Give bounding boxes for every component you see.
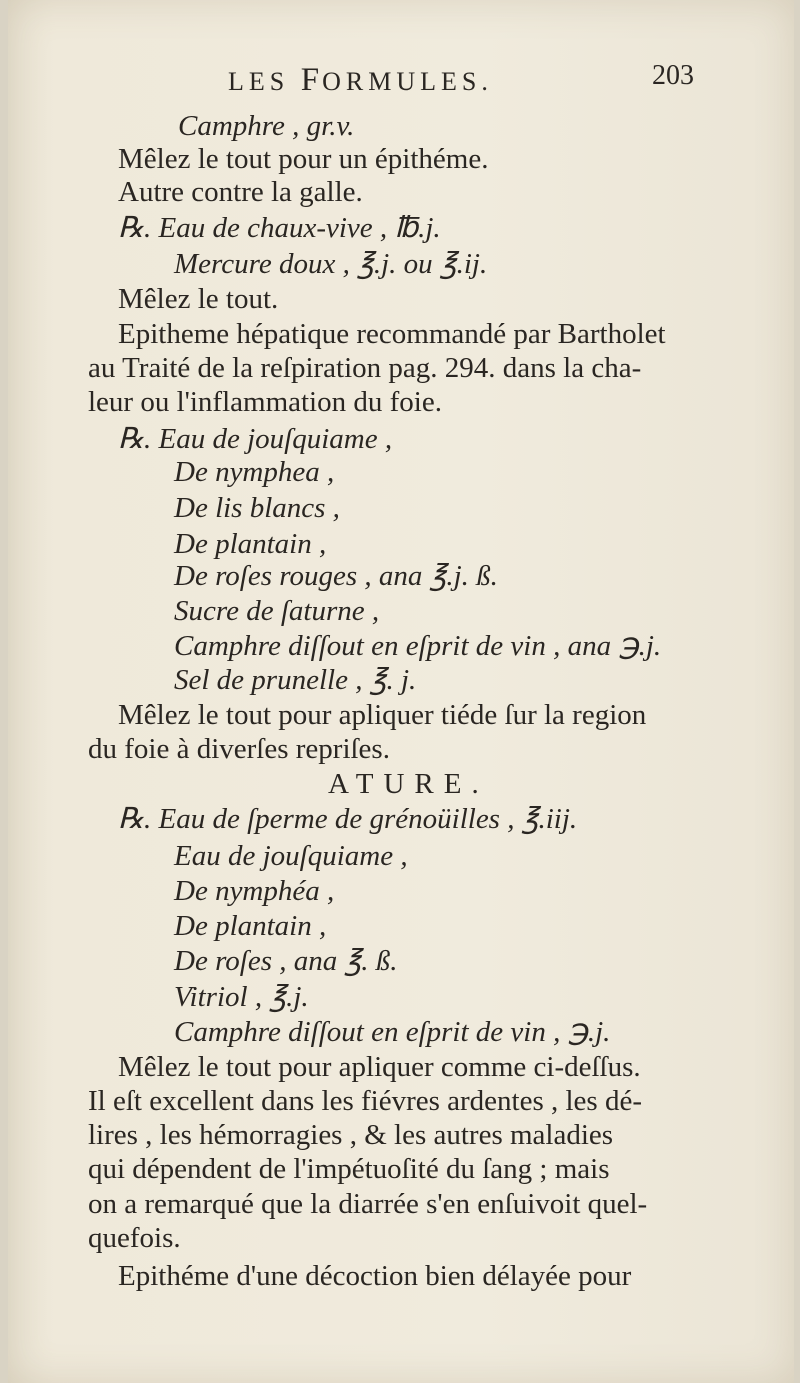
text-line: De nymphea ,: [174, 456, 335, 488]
text-line: Mercure doux , ℥.j. ou ℥.ij.: [174, 248, 488, 280]
text-line: quefois.: [88, 1222, 181, 1254]
text-line: De plantain ,: [174, 910, 327, 942]
text-line: Sucre de ſaturne ,: [174, 595, 380, 627]
running-head-first: LES: [228, 67, 290, 96]
text-line: Epitheme hépatique recommandé par Bartholet: [118, 318, 666, 350]
text-line: Camphre diſſout en eſprit de vin , ana ℈.j.: [174, 630, 662, 662]
text-line: ℞. Eau de jouſquiame ,: [118, 423, 393, 455]
text-line: on a remarqué que la diarrée s'en enſuivoit quel-: [88, 1188, 648, 1220]
text-line: Mêlez le tout pour apliquer tiéde ſur la region: [118, 699, 647, 731]
text-line: Mêlez le tout pour un épithéme.: [118, 143, 489, 175]
text-line: Camphre diſſout en eſprit de vin , ℈.j.: [174, 1016, 611, 1048]
running-head-initial: F: [300, 62, 323, 98]
text-line: De nymphéa ,: [174, 875, 335, 907]
text-line: Vitriol , ℥.j.: [174, 981, 309, 1013]
text-line: leur ou l'inflammation du foie.: [88, 386, 442, 418]
book-page: [8, 0, 794, 1383]
text-line: Mêlez le tout.: [118, 283, 279, 315]
running-head-rest: ORMULES.: [322, 67, 493, 96]
text-line: Autre contre la galle.: [118, 176, 363, 208]
text-line: De roſes rouges , ana ℥.j. ß.: [174, 560, 498, 592]
text-line: au Traité de la reſpiration pag. 294. dans la cha-: [88, 352, 642, 384]
section-heading: ATURE.: [328, 768, 489, 800]
text-line: ℞. Eau de chaux-vive , ℔.j.: [118, 212, 441, 244]
text-line: du foie à diverſes repriſes.: [88, 733, 390, 765]
text-line: Sel de prunelle , ℥. j.: [174, 664, 417, 696]
running-head: [228, 64, 493, 97]
text-line: Eau de jouſquiame ,: [174, 840, 408, 872]
text-line: Il eſt excellent dans les fiévres ardentes , les dé-: [88, 1085, 642, 1117]
text-line: De plantain ,: [174, 528, 327, 560]
text-line: Camphre , gr.v.: [178, 110, 355, 142]
text-line: qui dépendent de l'impétuoſité du ſang ; mais: [88, 1153, 610, 1185]
text-line: De lis blancs ,: [174, 492, 340, 524]
text-line: lires , les hémorragies , & les autres maladies: [88, 1119, 614, 1151]
text-line: ℞. Eau de ſperme de grénoüilles , ℥.iij.: [118, 803, 578, 835]
text-line: De roſes , ana ℥. ß.: [174, 945, 398, 977]
text-line: Epithéme d'une décoction bien délayée pour: [118, 1260, 632, 1292]
page-number: 203: [652, 60, 694, 91]
text-line: Mêlez le tout pour apliquer comme ci-deſſus.: [118, 1051, 641, 1083]
